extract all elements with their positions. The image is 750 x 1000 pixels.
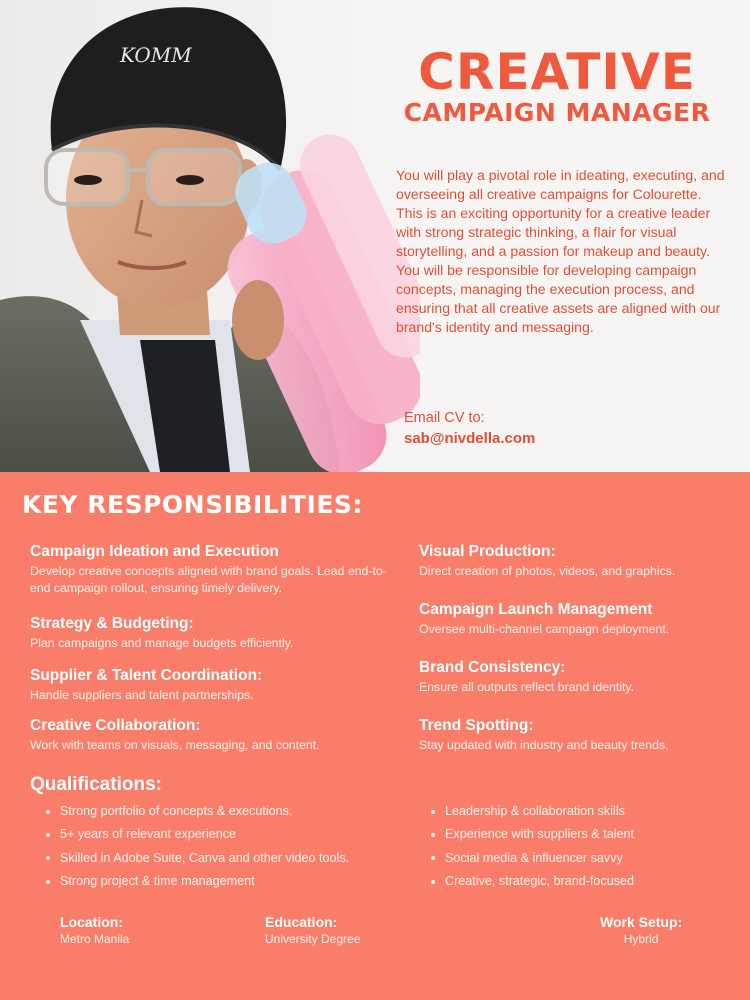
bullet-icon — [431, 833, 435, 837]
responsibility-desc: Work with teams on visuals, messaging, and content. — [30, 738, 320, 752]
email-link[interactable]: sab@nivdella.com — [404, 430, 536, 447]
responsibility-item — [30, 614, 390, 652]
responsibility-desc: Direct creation of photos, videos, and graphics. — [419, 564, 676, 578]
qualifications-list-left — [46, 800, 349, 893]
list-item: Creative, strategic, brand-focused — [431, 870, 634, 893]
bullet-icon — [46, 880, 50, 884]
responsibility-item — [419, 658, 739, 696]
responsibility-desc: Develop creative concepts aligned with brand goals. Lead end-to-end campaign rollout, ensuring timely delivery. — [30, 564, 387, 595]
list-item: Experience with suppliers & talent — [431, 823, 634, 846]
responsibility-title: Supplier & Talent Coordination: — [30, 667, 263, 684]
responsibility-desc: Plan campaigns and manage budgets efficiently. — [30, 636, 294, 650]
job-title-main: CREATIVE — [418, 43, 696, 101]
bullet-icon — [431, 856, 435, 860]
responsibility-desc: Ensure all outputs reflect brand identity. — [419, 680, 635, 694]
responsibility-item — [419, 716, 739, 754]
responsibility-title: Strategy & Budgeting: — [30, 615, 194, 632]
svg-text:KOMM: KOMM — [120, 43, 192, 67]
details-panel — [0, 472, 750, 1000]
responsibility-desc: Handle suppliers and talent partnerships. — [30, 688, 254, 702]
job-title-sub: CAMPAIGN MANAGER — [403, 98, 711, 127]
location-value: Metro Manila — [60, 932, 130, 946]
list-item: Skilled in Adobe Suite, Canva and other video tools. — [46, 847, 349, 870]
responsibility-item — [419, 542, 739, 580]
model-photo — [0, 0, 420, 472]
responsibility-title: Trend Spotting: — [419, 717, 534, 734]
bullet-icon — [46, 856, 50, 860]
responsibility-title: Brand Consistency: — [419, 659, 566, 676]
responsibility-title: Visual Production: — [419, 543, 556, 560]
work-setup-value: Hybrid — [623, 932, 659, 946]
work-setup-label: Work Setup: — [600, 914, 683, 930]
list-item: Leadership & collaboration skills — [431, 800, 634, 823]
education-block — [265, 913, 360, 947]
bullet-icon — [431, 880, 435, 884]
job-intro: You will play a pivotal role in ideating, executing, and overseeing all creative campaigns for Colourette. This is an exciting opportunity for a creative leader with strong strategic thinking, a flair for visual storytelling, and a passion for makeup and beauty. You will be responsible for developing campaign concepts, managing the execution process, and ensuring that all creative assets are aligned with our brand's identity and messaging. — [396, 167, 725, 335]
responsibility-item — [30, 542, 390, 597]
qualifications-heading: Qualifications: — [30, 774, 162, 795]
responsibility-item — [30, 716, 390, 754]
responsibility-item — [30, 666, 390, 704]
list-item: 5+ years of relevant experience — [46, 823, 349, 846]
location-block — [60, 913, 129, 947]
qualifications-list-right — [431, 800, 634, 893]
list-item: Social media & influencer savvy — [431, 847, 634, 870]
education-value: University Degree — [265, 932, 361, 946]
responsibility-title: Campaign Ideation and Execution — [30, 543, 279, 560]
education-label: Education: — [265, 914, 338, 930]
responsibility-title: Creative Collaboration: — [30, 717, 201, 734]
bullet-icon — [46, 833, 50, 837]
list-item: Strong project & time management — [46, 870, 349, 893]
work-setup-block — [600, 913, 682, 947]
responsibility-desc: Oversee multi-channel campaign deployment. — [419, 622, 670, 636]
list-item: Strong portfolio of concepts & executions. — [46, 800, 349, 823]
hero-section — [0, 0, 750, 472]
bullet-icon — [431, 810, 435, 814]
email-label: Email CV to: — [404, 410, 485, 426]
location-label: Location: — [60, 914, 123, 930]
key-responsibilities-heading: KEY RESPONSIBILITIES: — [22, 490, 363, 519]
bullet-icon — [46, 810, 50, 814]
responsibility-desc: Stay updated with industry and beauty trends. — [419, 738, 669, 752]
responsibility-title: Campaign Launch Management — [419, 601, 653, 618]
responsibility-item — [419, 600, 739, 638]
